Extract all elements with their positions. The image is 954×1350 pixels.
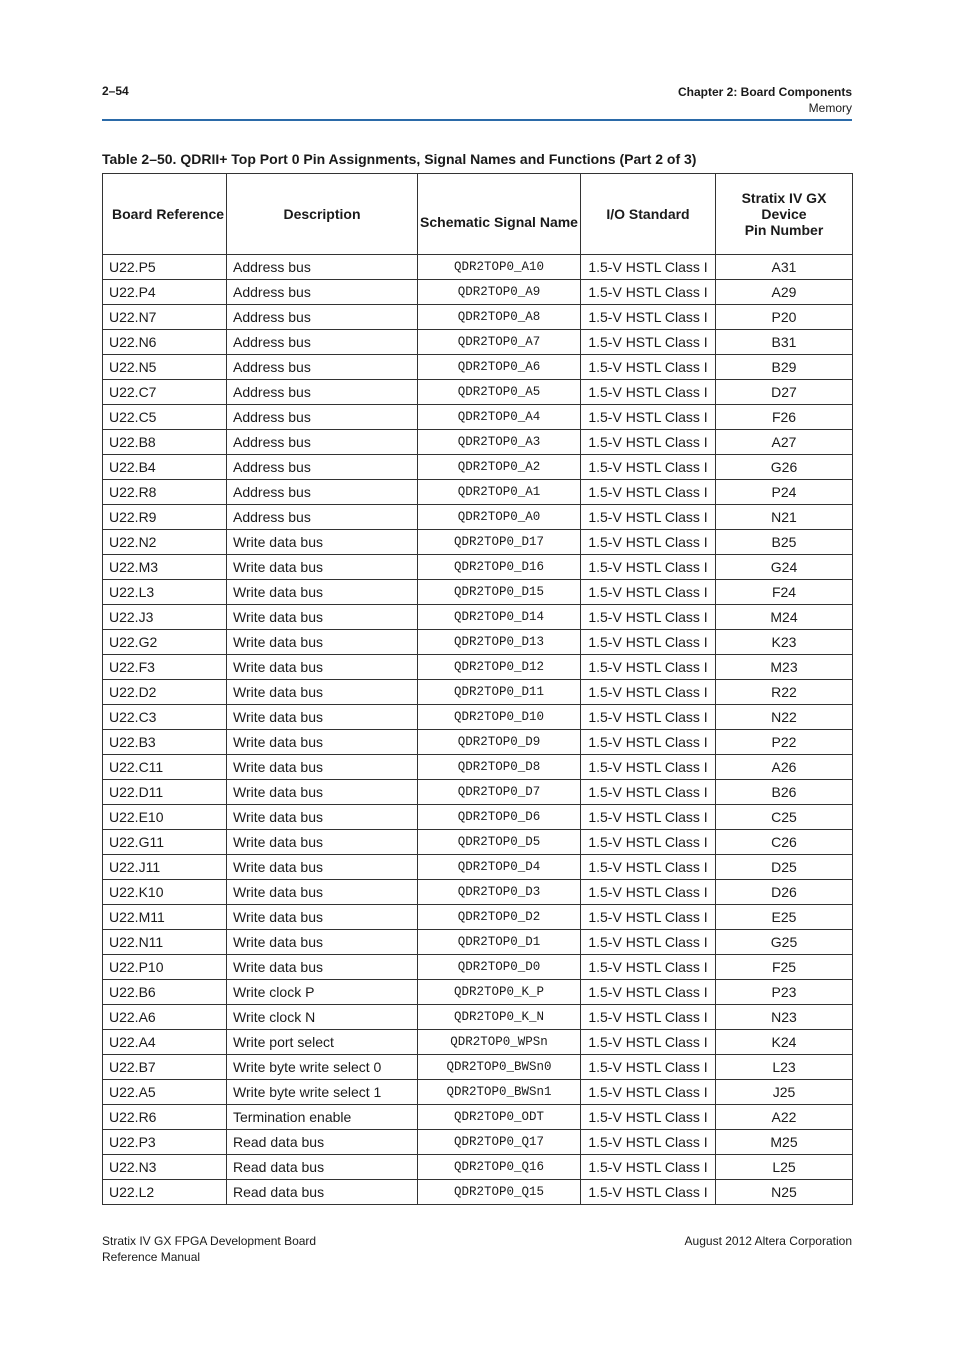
table-row xyxy=(103,1105,853,1130)
cell-description: Write data bus xyxy=(227,905,418,930)
cell-description: Address bus xyxy=(227,380,418,405)
cell-signal-name: QDR2TOP0_ODT xyxy=(418,1105,581,1130)
cell-io-standard: 1.5-V HSTL Class I xyxy=(581,1155,716,1180)
table-row xyxy=(103,680,853,705)
cell-description: Address bus xyxy=(227,280,418,305)
running-header xyxy=(678,84,852,116)
cell-signal-name: QDR2TOP0_D5 xyxy=(418,830,581,855)
cell-description: Write data bus xyxy=(227,830,418,855)
cell-io-standard: 1.5-V HSTL Class I xyxy=(581,930,716,955)
table-row xyxy=(103,280,853,305)
cell-pin-number: C25 xyxy=(716,805,853,830)
cell-pin-number: R22 xyxy=(716,680,853,705)
table-row xyxy=(103,555,853,580)
cell-io-standard: 1.5-V HSTL Class I xyxy=(581,580,716,605)
cell-description: Read data bus xyxy=(227,1130,418,1155)
pin-header-line-1: Stratix IV GX xyxy=(741,190,827,206)
cell-description: Write clock N xyxy=(227,1005,418,1030)
cell-io-standard: 1.5-V HSTL Class I xyxy=(581,755,716,780)
cell-io-standard: 1.5-V HSTL Class I xyxy=(581,880,716,905)
cell-pin-number: B25 xyxy=(716,530,853,555)
cell-pin-number: A29 xyxy=(716,280,853,305)
cell-pin-number: A27 xyxy=(716,430,853,455)
cell-signal-name: QDR2TOP0_A8 xyxy=(418,305,581,330)
table-row xyxy=(103,880,853,905)
page-number: 2–54 xyxy=(102,84,129,98)
table-row xyxy=(103,605,853,630)
cell-board-reference: U22.N6 xyxy=(103,330,227,355)
cell-board-reference: U22.P3 xyxy=(103,1130,227,1155)
cell-io-standard: 1.5-V HSTL Class I xyxy=(581,380,716,405)
cell-description: Address bus xyxy=(227,355,418,380)
cell-board-reference: U22.E10 xyxy=(103,805,227,830)
cell-description: Write data bus xyxy=(227,930,418,955)
cell-io-standard: 1.5-V HSTL Class I xyxy=(581,1105,716,1130)
table-row xyxy=(103,330,853,355)
cell-signal-name: QDR2TOP0_D12 xyxy=(418,655,581,680)
cell-description: Write data bus xyxy=(227,705,418,730)
cell-board-reference: U22.J11 xyxy=(103,855,227,880)
cell-io-standard: 1.5-V HSTL Class I xyxy=(581,905,716,930)
table-row xyxy=(103,905,853,930)
cell-pin-number: D25 xyxy=(716,855,853,880)
cell-io-standard: 1.5-V HSTL Class I xyxy=(581,705,716,730)
cell-board-reference: U22.F3 xyxy=(103,655,227,680)
cell-io-standard: 1.5-V HSTL Class I xyxy=(581,680,716,705)
table-caption: Table 2–50. QDRII+ Top Port 0 Pin Assignments, Signal Names and Functions (Part 2 of 3) xyxy=(102,151,697,167)
table-row xyxy=(103,630,853,655)
cell-pin-number: B31 xyxy=(716,330,853,355)
cell-board-reference: U22.P10 xyxy=(103,955,227,980)
cell-io-standard: 1.5-V HSTL Class I xyxy=(581,1005,716,1030)
table-row xyxy=(103,1155,853,1180)
cell-board-reference: U22.B4 xyxy=(103,455,227,480)
cell-signal-name: QDR2TOP0_Q15 xyxy=(418,1180,581,1205)
cell-description: Write data bus xyxy=(227,580,418,605)
cell-board-reference: U22.K10 xyxy=(103,880,227,905)
cell-board-reference: U22.D2 xyxy=(103,680,227,705)
table-row xyxy=(103,1180,853,1205)
cell-board-reference: U22.R6 xyxy=(103,1105,227,1130)
cell-signal-name: QDR2TOP0_D0 xyxy=(418,955,581,980)
cell-io-standard: 1.5-V HSTL Class I xyxy=(581,605,716,630)
cell-board-reference: U22.A4 xyxy=(103,1030,227,1055)
cell-signal-name: QDR2TOP0_D7 xyxy=(418,780,581,805)
cell-pin-number: G25 xyxy=(716,930,853,955)
cell-signal-name: QDR2TOP0_A6 xyxy=(418,355,581,380)
cell-board-reference: U22.G2 xyxy=(103,630,227,655)
cell-io-standard: 1.5-V HSTL Class I xyxy=(581,330,716,355)
cell-pin-number: G26 xyxy=(716,455,853,480)
cell-board-reference: U22.R9 xyxy=(103,505,227,530)
column-header-io-standard: I/O Standard xyxy=(581,174,716,255)
cell-board-reference: U22.C11 xyxy=(103,755,227,780)
cell-signal-name: QDR2TOP0_A4 xyxy=(418,405,581,430)
cell-io-standard: 1.5-V HSTL Class I xyxy=(581,855,716,880)
cell-board-reference: U22.B3 xyxy=(103,730,227,755)
cell-pin-number: L23 xyxy=(716,1055,853,1080)
cell-pin-number: P20 xyxy=(716,305,853,330)
table-row xyxy=(103,1030,853,1055)
cell-board-reference: U22.P5 xyxy=(103,255,227,280)
table-row xyxy=(103,505,853,530)
cell-signal-name: QDR2TOP0_D4 xyxy=(418,855,581,880)
column-header-description: Description xyxy=(227,174,418,255)
cell-description: Write byte write select 0 xyxy=(227,1055,418,1080)
table-row xyxy=(103,805,853,830)
table-row xyxy=(103,580,853,605)
cell-description: Write data bus xyxy=(227,680,418,705)
cell-io-standard: 1.5-V HSTL Class I xyxy=(581,1130,716,1155)
cell-pin-number: P22 xyxy=(716,730,853,755)
cell-description: Write data bus xyxy=(227,955,418,980)
table-row xyxy=(103,430,853,455)
cell-pin-number: K24 xyxy=(716,1030,853,1055)
cell-signal-name: QDR2TOP0_K_P xyxy=(418,980,581,1005)
cell-board-reference: U22.N2 xyxy=(103,530,227,555)
footer-document-title xyxy=(102,1233,316,1265)
cell-io-standard: 1.5-V HSTL Class I xyxy=(581,980,716,1005)
table-row xyxy=(103,1080,853,1105)
cell-board-reference: U22.L2 xyxy=(103,1180,227,1205)
cell-pin-number: F25 xyxy=(716,955,853,980)
pin-header-line-2: Device xyxy=(761,206,807,222)
cell-signal-name: QDR2TOP0_A1 xyxy=(418,480,581,505)
cell-board-reference: U22.N11 xyxy=(103,930,227,955)
cell-io-standard: 1.5-V HSTL Class I xyxy=(581,780,716,805)
cell-description: Write clock P xyxy=(227,980,418,1005)
cell-board-reference: U22.A5 xyxy=(103,1080,227,1105)
cell-pin-number: A26 xyxy=(716,755,853,780)
cell-pin-number: F26 xyxy=(716,405,853,430)
footer-title-line-2: Reference Manual xyxy=(102,1250,201,1264)
cell-board-reference: U22.N5 xyxy=(103,355,227,380)
table-header-row xyxy=(103,174,853,255)
cell-pin-number: N23 xyxy=(716,1005,853,1030)
table-row xyxy=(103,255,853,280)
cell-description: Write data bus xyxy=(227,530,418,555)
table-row xyxy=(103,380,853,405)
cell-board-reference: U22.C7 xyxy=(103,380,227,405)
cell-io-standard: 1.5-V HSTL Class I xyxy=(581,455,716,480)
cell-io-standard: 1.5-V HSTL Class I xyxy=(581,630,716,655)
table-row xyxy=(103,530,853,555)
pin-header-line-3: Pin Number xyxy=(744,222,824,238)
cell-description: Write data bus xyxy=(227,855,418,880)
cell-signal-name: QDR2TOP0_D15 xyxy=(418,580,581,605)
cell-description: Address bus xyxy=(227,455,418,480)
cell-io-standard: 1.5-V HSTL Class I xyxy=(581,305,716,330)
table-body xyxy=(103,255,853,1205)
footer-date-company: August 2012 Altera Corporation xyxy=(684,1234,852,1248)
cell-pin-number: N21 xyxy=(716,505,853,530)
cell-board-reference: U22.M3 xyxy=(103,555,227,580)
cell-description: Write data bus xyxy=(227,655,418,680)
cell-board-reference: U22.N7 xyxy=(103,305,227,330)
table-row xyxy=(103,780,853,805)
column-header-pin-number xyxy=(716,174,853,255)
cell-pin-number: K23 xyxy=(716,630,853,655)
column-header-schematic-signal-name: Schematic Signal Name xyxy=(418,174,581,255)
cell-description: Write data bus xyxy=(227,605,418,630)
cell-io-standard: 1.5-V HSTL Class I xyxy=(581,405,716,430)
cell-pin-number: A22 xyxy=(716,1105,853,1130)
table-row xyxy=(103,730,853,755)
cell-pin-number: D26 xyxy=(716,880,853,905)
cell-signal-name: QDR2TOP0_WPSn xyxy=(418,1030,581,1055)
cell-board-reference: U22.C3 xyxy=(103,705,227,730)
cell-pin-number: P24 xyxy=(716,480,853,505)
table-row xyxy=(103,930,853,955)
cell-io-standard: 1.5-V HSTL Class I xyxy=(581,355,716,380)
cell-description: Address bus xyxy=(227,480,418,505)
cell-io-standard: 1.5-V HSTL Class I xyxy=(581,480,716,505)
cell-board-reference: U22.G11 xyxy=(103,830,227,855)
cell-pin-number: B29 xyxy=(716,355,853,380)
cell-pin-number: N25 xyxy=(716,1180,853,1205)
cell-io-standard: 1.5-V HSTL Class I xyxy=(581,1055,716,1080)
cell-description: Write data bus xyxy=(227,780,418,805)
table-row xyxy=(103,1005,853,1030)
cell-pin-number: C26 xyxy=(716,830,853,855)
cell-description: Address bus xyxy=(227,330,418,355)
table-row xyxy=(103,305,853,330)
cell-pin-number: N22 xyxy=(716,705,853,730)
cell-signal-name: QDR2TOP0_A7 xyxy=(418,330,581,355)
cell-io-standard: 1.5-V HSTL Class I xyxy=(581,730,716,755)
cell-description: Address bus xyxy=(227,505,418,530)
cell-description: Address bus xyxy=(227,405,418,430)
cell-pin-number: M24 xyxy=(716,605,853,630)
table-row xyxy=(103,655,853,680)
chapter-title: Chapter 2: Board Components xyxy=(677,85,852,99)
cell-description: Write data bus xyxy=(227,555,418,580)
cell-io-standard: 1.5-V HSTL Class I xyxy=(581,430,716,455)
cell-description: Read data bus xyxy=(227,1155,418,1180)
footer-title-line-1: Stratix IV GX FPGA Development Board xyxy=(102,1234,317,1248)
cell-signal-name: QDR2TOP0_A2 xyxy=(418,455,581,480)
cell-description: Write data bus xyxy=(227,755,418,780)
cell-signal-name: QDR2TOP0_K_N xyxy=(418,1005,581,1030)
cell-description: Address bus xyxy=(227,305,418,330)
cell-description: Termination enable xyxy=(227,1105,418,1130)
table-row xyxy=(103,455,853,480)
section-title: Memory xyxy=(808,101,852,115)
cell-signal-name: QDR2TOP0_D2 xyxy=(418,905,581,930)
cell-signal-name: QDR2TOP0_A9 xyxy=(418,280,581,305)
cell-description: Address bus xyxy=(227,430,418,455)
cell-board-reference: U22.D11 xyxy=(103,780,227,805)
cell-signal-name: QDR2TOP0_D16 xyxy=(418,555,581,580)
table-row xyxy=(103,855,853,880)
cell-signal-name: QDR2TOP0_Q17 xyxy=(418,1130,581,1155)
header-rule xyxy=(102,119,852,121)
cell-io-standard: 1.5-V HSTL Class I xyxy=(581,255,716,280)
table-row xyxy=(103,705,853,730)
cell-description: Address bus xyxy=(227,255,418,280)
table-row xyxy=(103,1130,853,1155)
cell-board-reference: U22.B8 xyxy=(103,430,227,455)
cell-signal-name: QDR2TOP0_D1 xyxy=(418,930,581,955)
cell-board-reference: U22.C5 xyxy=(103,405,227,430)
cell-signal-name: QDR2TOP0_D13 xyxy=(418,630,581,655)
cell-io-standard: 1.5-V HSTL Class I xyxy=(581,1080,716,1105)
cell-signal-name: QDR2TOP0_D10 xyxy=(418,705,581,730)
cell-board-reference: U22.L3 xyxy=(103,580,227,605)
cell-signal-name: QDR2TOP0_D3 xyxy=(418,880,581,905)
table-row xyxy=(103,405,853,430)
column-header-board-reference: Board Reference xyxy=(103,174,227,255)
cell-description: Write data bus xyxy=(227,630,418,655)
cell-signal-name: QDR2TOP0_A3 xyxy=(418,430,581,455)
table-row xyxy=(103,955,853,980)
cell-io-standard: 1.5-V HSTL Class I xyxy=(581,955,716,980)
cell-signal-name: QDR2TOP0_D6 xyxy=(418,805,581,830)
cell-board-reference: U22.J3 xyxy=(103,605,227,630)
cell-description: Write port select xyxy=(227,1030,418,1055)
cell-pin-number: A31 xyxy=(716,255,853,280)
cell-board-reference: U22.A6 xyxy=(103,1005,227,1030)
cell-description: Write byte write select 1 xyxy=(227,1080,418,1105)
cell-pin-number: G24 xyxy=(716,555,853,580)
cell-pin-number: B26 xyxy=(716,780,853,805)
cell-io-standard: 1.5-V HSTL Class I xyxy=(581,830,716,855)
cell-pin-number: M25 xyxy=(716,1130,853,1155)
table-row xyxy=(103,830,853,855)
cell-signal-name: QDR2TOP0_BWSn0 xyxy=(418,1055,581,1080)
cell-io-standard: 1.5-V HSTL Class I xyxy=(581,805,716,830)
cell-io-standard: 1.5-V HSTL Class I xyxy=(581,505,716,530)
cell-pin-number: L25 xyxy=(716,1155,853,1180)
cell-description: Write data bus xyxy=(227,880,418,905)
cell-io-standard: 1.5-V HSTL Class I xyxy=(581,655,716,680)
cell-pin-number: E25 xyxy=(716,905,853,930)
cell-io-standard: 1.5-V HSTL Class I xyxy=(581,280,716,305)
cell-board-reference: U22.P4 xyxy=(103,280,227,305)
cell-signal-name: QDR2TOP0_A10 xyxy=(418,255,581,280)
cell-signal-name: QDR2TOP0_D17 xyxy=(418,530,581,555)
table-row xyxy=(103,755,853,780)
cell-pin-number: D27 xyxy=(716,380,853,405)
cell-board-reference: U22.B6 xyxy=(103,980,227,1005)
table-row xyxy=(103,480,853,505)
cell-io-standard: 1.5-V HSTL Class I xyxy=(581,555,716,580)
cell-pin-number: J25 xyxy=(716,1080,853,1105)
cell-io-standard: 1.5-V HSTL Class I xyxy=(581,1180,716,1205)
cell-signal-name: QDR2TOP0_D14 xyxy=(418,605,581,630)
table-row xyxy=(103,1055,853,1080)
cell-signal-name: QDR2TOP0_A0 xyxy=(418,505,581,530)
cell-pin-number: M23 xyxy=(716,655,853,680)
table-row xyxy=(103,980,853,1005)
cell-description: Write data bus xyxy=(227,805,418,830)
table-row xyxy=(103,355,853,380)
cell-board-reference: U22.M11 xyxy=(103,905,227,930)
cell-signal-name: QDR2TOP0_A5 xyxy=(418,380,581,405)
cell-signal-name: QDR2TOP0_D9 xyxy=(418,730,581,755)
cell-board-reference: U22.N3 xyxy=(103,1155,227,1180)
cell-signal-name: QDR2TOP0_Q16 xyxy=(418,1155,581,1180)
cell-board-reference: U22.B7 xyxy=(103,1055,227,1080)
cell-board-reference: U22.R8 xyxy=(103,480,227,505)
cell-io-standard: 1.5-V HSTL Class I xyxy=(581,530,716,555)
cell-description: Read data bus xyxy=(227,1180,418,1205)
cell-signal-name: QDR2TOP0_BWSn1 xyxy=(418,1080,581,1105)
cell-signal-name: QDR2TOP0_D11 xyxy=(418,680,581,705)
cell-pin-number: F24 xyxy=(716,580,853,605)
cell-io-standard: 1.5-V HSTL Class I xyxy=(581,1030,716,1055)
cell-pin-number: P23 xyxy=(716,980,853,1005)
cell-description: Write data bus xyxy=(227,730,418,755)
pin-assignment-table xyxy=(102,173,853,1205)
cell-signal-name: QDR2TOP0_D8 xyxy=(418,755,581,780)
